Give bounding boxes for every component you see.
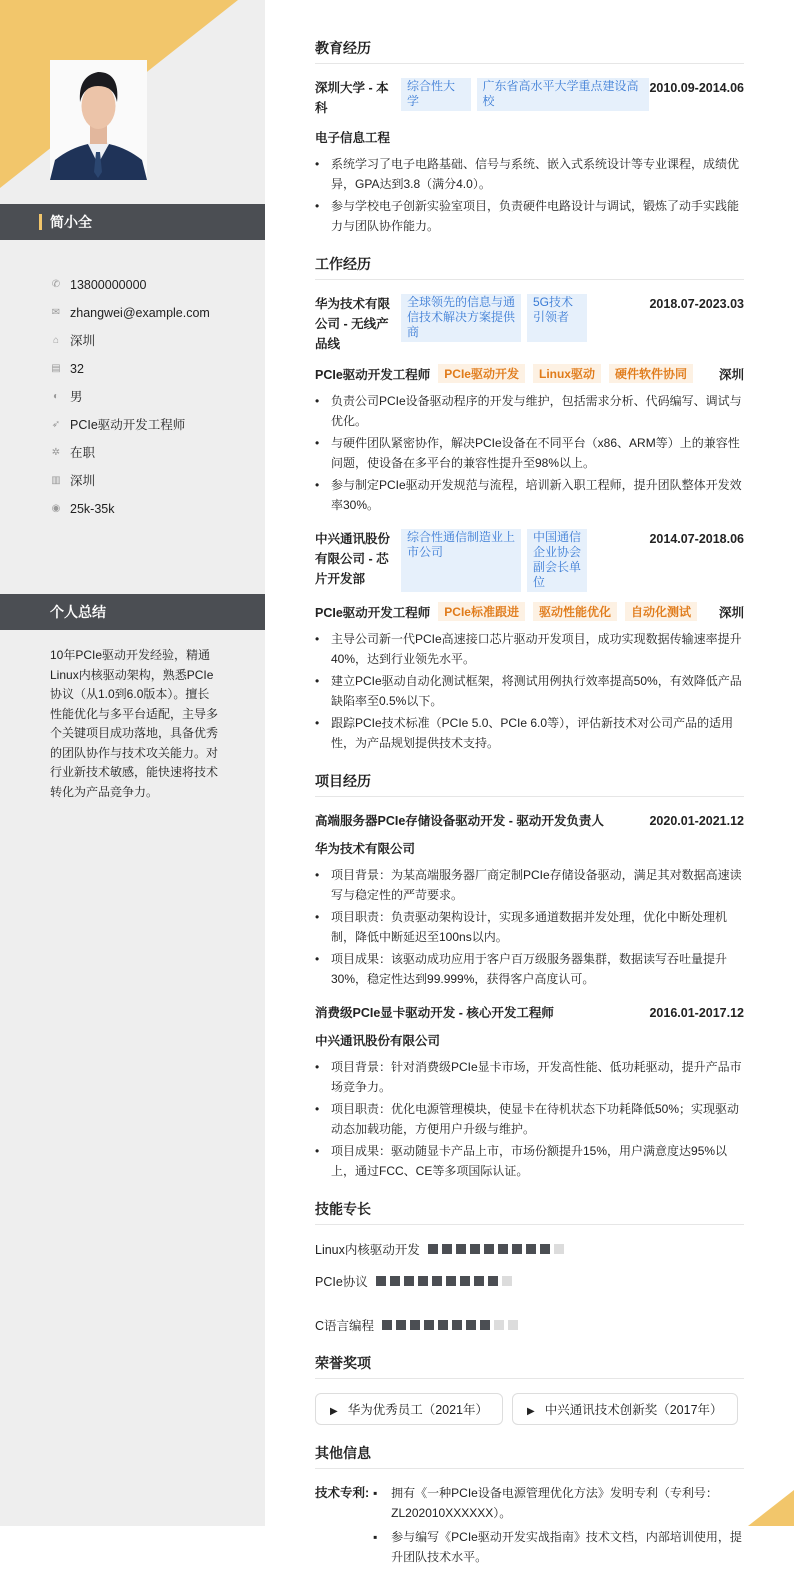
contact-item [50, 383, 210, 411]
contact-text: PCIe驱动开发工程师 [70, 418, 186, 432]
gender-icon: ◐ [52, 391, 60, 402]
section-heading: 教育经历 [315, 38, 744, 64]
skill-level-block [442, 1244, 452, 1254]
contact-item [50, 355, 210, 383]
contact-text: 在职 [70, 446, 96, 460]
awards-section [315, 1353, 744, 1425]
skill-level-bar [376, 1276, 512, 1286]
job-header [315, 294, 744, 354]
education-section [315, 38, 744, 236]
project-header [315, 811, 744, 831]
bullet-point: • 项目成果：该驱动成功应用于客户百万级服务器集群，数据读写吞吐量提升30%，稳定性达到99.999%，获得客户高度认可。 [315, 949, 744, 989]
skill-level-block [452, 1320, 462, 1330]
bullet-point: • 主导公司新一代PCIe高速接口芯片驱动开发项目，成功实现数据传输速率提升40%，达到行业领先水平。 [315, 629, 744, 669]
status-icon: ✲ [51, 447, 61, 458]
skill-level-block [432, 1276, 442, 1286]
contact-item [50, 439, 210, 467]
contact-text: 32 [70, 362, 84, 376]
skill-level-block [390, 1276, 400, 1286]
skill-level-block [428, 1244, 438, 1254]
job-header [315, 529, 744, 592]
skill-tag: 硬件软件协同 [609, 364, 693, 383]
project-date: 2016.01-2017.12 [649, 1006, 744, 1020]
bullet-point: • 系统学习了电子电路基础、信号与系统、嵌入式系统设计等专业课程，成绩优异，GPA达到3.8（满分4.0）。 [315, 154, 744, 194]
skill-level-block [498, 1244, 508, 1254]
bullet-point: • 项目成果：驱动随显卡产品上市，市场份额提升15%，用户满意度达95%以上，通过FCC、CE等多项国际认证。 [315, 1141, 744, 1181]
contact-list [50, 271, 210, 523]
school-name: 深圳大学 - 本科 [315, 81, 389, 115]
bullet-point: • 与硬件团队紧密协作，解决PCIe设备在不同平台（x86、ARM等）上的兼容性问题，使设备在多平台的兼容性提升至98%以上。 [315, 433, 744, 473]
skill-tag: PCIe驱动开发 [438, 364, 525, 383]
skill-level-block [508, 1320, 518, 1330]
summary-title: 个人总结 [50, 604, 106, 620]
bullet-point: • 参与学校电子创新实验室项目，负责硬件电路设计与调试，锻炼了动手实践能力与团队协作能力。 [315, 196, 744, 236]
contact-item [50, 271, 210, 299]
skill-level-block [470, 1244, 480, 1254]
company-name: 中兴通讯股份有限公司 - 芯片开发部 [315, 532, 391, 586]
skill-tag: 自动化测试 [625, 602, 697, 621]
job-points [315, 391, 744, 515]
summary-text: 10年PCIe驱动开发经验，精通Linux内核驱动架构，熟悉PCIe协议（从1.0到6.0版本）。擅长性能优化与多平台适配，主导多个关键项目成功落地，具备优秀的团队协作与技术攻关能力。对行业新技术敏感，能快速将技术转化为产品竞争力。 [50, 648, 219, 799]
projects-section [315, 771, 744, 1181]
skill-level-block [446, 1276, 456, 1286]
mail-icon: ✉ [51, 307, 61, 318]
skill-level-block [456, 1244, 466, 1254]
award-item: ▶ 华为优秀员工（2021年） [315, 1393, 503, 1425]
skill-level-block [418, 1276, 428, 1286]
education-points [315, 154, 744, 236]
bullet-point: • 项目背景：针对消费级PCIe显卡市场，开发高性能、低功耗驱动，提升产品市场竞争力。 [315, 1057, 744, 1097]
award-item: ▶ 中兴通讯技术创新奖（2017年） [512, 1393, 738, 1425]
avatar-photo [50, 60, 147, 180]
bullet-point: ▪ 参与编写《PCIe驱动开发实战指南》技术文档，内部培训使用，提升团队技术水平。 [373, 1527, 744, 1567]
decor-triangle-bottom [748, 1490, 794, 1526]
company-name: 华为技术有限公司 - 无线产品线 [315, 297, 391, 351]
bullet-point: • 跟踪PCIe技术标准（PCIe 5.0、PCIe 6.0等），评估新技术对公司产品的适用性，为产品规划提供技术支持。 [315, 713, 744, 753]
contact-text: zhangwei@example.com [70, 306, 210, 320]
skill-level-block [376, 1276, 386, 1286]
name-bar [0, 204, 265, 240]
skill-level-block [484, 1244, 494, 1254]
skill-level-block [382, 1320, 392, 1330]
contact-text: 深圳 [70, 334, 96, 348]
section-heading: 技能专长 [315, 1199, 744, 1225]
project-company: 中兴通讯股份有限公司 [315, 1034, 441, 1048]
job-date: 2018.07-2023.03 [649, 297, 744, 311]
contact-text: 深圳 [70, 474, 96, 488]
project-title: 消费级PCIe显卡驱动开发 - 核心开发工程师 [315, 1006, 554, 1020]
project-title: 高端服务器PCIe存储设备驱动开发 - 驱动开发负责人 [315, 814, 604, 828]
sidebar [0, 0, 265, 1526]
job-date: 2014.07-2018.06 [649, 532, 744, 546]
skill-level-block [554, 1244, 564, 1254]
skill-level-block [494, 1320, 504, 1330]
school-tags [401, 78, 649, 111]
skill-level-block [438, 1320, 448, 1330]
other-section [315, 1443, 744, 1571]
major-name: 电子信息工程 [315, 131, 391, 145]
salary-icon: ◉ [51, 503, 61, 514]
job-role: PCIe驱动开发工程师 [315, 367, 431, 382]
bullet-point: • 项目职责：负责驱动架构设计，实现多通道数据并发处理，优化中断处理机制，降低中断延迟至100ns以内。 [315, 907, 744, 947]
contact-text: 男 [70, 390, 83, 404]
bullet-point: • 参与制定PCIe驱动开发规范与流程，培训新入职工程师，提升团队整体开发效率30%。 [315, 475, 744, 515]
job-points [315, 629, 744, 753]
job-role-row [315, 602, 744, 621]
skill-item [315, 1239, 564, 1259]
bullet-point: • 建立PCIe驱动自动化测试框架，将测试用例执行效率提高50%，有效降低产品缺陷率至0.5%以下。 [315, 671, 744, 711]
main-content [315, 38, 744, 1589]
skill-tag: Linux驱动 [533, 364, 601, 383]
skill-tag: 驱动性能优化 [533, 602, 617, 621]
project-company: 华为技术有限公司 [315, 842, 416, 856]
section-heading: 项目经历 [315, 771, 744, 797]
summary-bar [0, 594, 265, 630]
age-icon: ▤ [51, 363, 61, 374]
skill-level-block [474, 1276, 484, 1286]
section-heading: 其他信息 [315, 1443, 744, 1469]
job-role: PCIe驱动开发工程师 [315, 605, 431, 620]
skill-level-block [512, 1244, 522, 1254]
skill-level-block [424, 1320, 434, 1330]
phone-icon: ✆ [51, 279, 61, 290]
bullet-point: • 负责公司PCIe设备驱动程序的开发与维护，包括需求分析、代码编写、调试与优化。 [315, 391, 744, 431]
contact-item [50, 467, 210, 495]
bullet-point: • 项目职责：优化电源管理模块，使显卡在待机状态下功耗降低50%；实现驱动动态加载功能，方便用户升级与维护。 [315, 1099, 744, 1139]
bullet-point: • 项目背景：为某高端服务器厂商定制PCIe存储设备驱动，满足其对数据高速读写与稳定性的严苛要求。 [315, 865, 744, 905]
candidate-name: 简小全 [50, 214, 92, 230]
skill-level-bar [428, 1244, 564, 1254]
skill-level-block [466, 1320, 476, 1330]
skills-section [315, 1199, 744, 1335]
skill-level-block [396, 1320, 406, 1330]
position-icon: ➶ [51, 419, 61, 430]
company-tags [401, 529, 649, 592]
company-tag: 全球领先的信息与通信技术解决方案提供商 [401, 294, 521, 342]
other-label: 技术专利: [315, 1486, 370, 1500]
company-tags [401, 294, 649, 342]
section-heading: 工作经历 [315, 254, 744, 280]
company-tag: 综合性通信制造业上市公司 [401, 529, 521, 592]
skill-level-block [410, 1320, 420, 1330]
bullet-point: ▪ 拥有《一种PCIe设备电源管理优化方法》发明专利（专利号：ZL202010XXXXXX）。 [373, 1483, 744, 1523]
contact-text: 13800000000 [70, 278, 147, 292]
contact-item [50, 327, 210, 355]
skill-level-block [540, 1244, 550, 1254]
skill-name: PCIe协议 [315, 1275, 368, 1289]
skill-level-block [460, 1276, 470, 1286]
project-points [315, 1057, 744, 1181]
contact-item [50, 299, 210, 327]
skill-name: Linux内核驱动开发 [315, 1243, 420, 1257]
contact-item [50, 495, 210, 523]
work-section [315, 254, 744, 753]
project-header [315, 1003, 744, 1023]
project-points [315, 865, 744, 989]
home-icon: ⌂ [52, 335, 60, 346]
section-heading: 荣誉奖项 [315, 1353, 744, 1379]
company-tag: 5G技术引领者 [527, 294, 587, 342]
project-date: 2020.01-2021.12 [649, 814, 744, 828]
skill-level-bar [382, 1320, 518, 1330]
skill-level-block [488, 1276, 498, 1286]
company-tag: 中国通信企业协会副会长单位 [527, 529, 587, 592]
skill-level-block [480, 1320, 490, 1330]
contact-text: 25k-35k [70, 502, 115, 516]
skill-tag: PCIe标准跟进 [438, 602, 525, 621]
education-header [315, 78, 744, 118]
job-location: 深圳 [718, 605, 744, 620]
skill-item [315, 1315, 518, 1335]
job-location: 深圳 [718, 367, 744, 382]
skill-name: C语言编程 [315, 1319, 375, 1333]
education-date: 2010.09-2014.06 [649, 81, 744, 95]
job-role-row [315, 364, 744, 383]
city-icon: ▥ [51, 475, 61, 486]
skill-level-block [526, 1244, 536, 1254]
skill-item [315, 1271, 512, 1291]
skill-level-block [404, 1276, 414, 1286]
school-tag: 广东省高水平大学重点建设高校 [477, 78, 650, 111]
skill-level-block [502, 1276, 512, 1286]
school-tag: 综合性大学 [401, 78, 471, 111]
contact-item [50, 411, 210, 439]
